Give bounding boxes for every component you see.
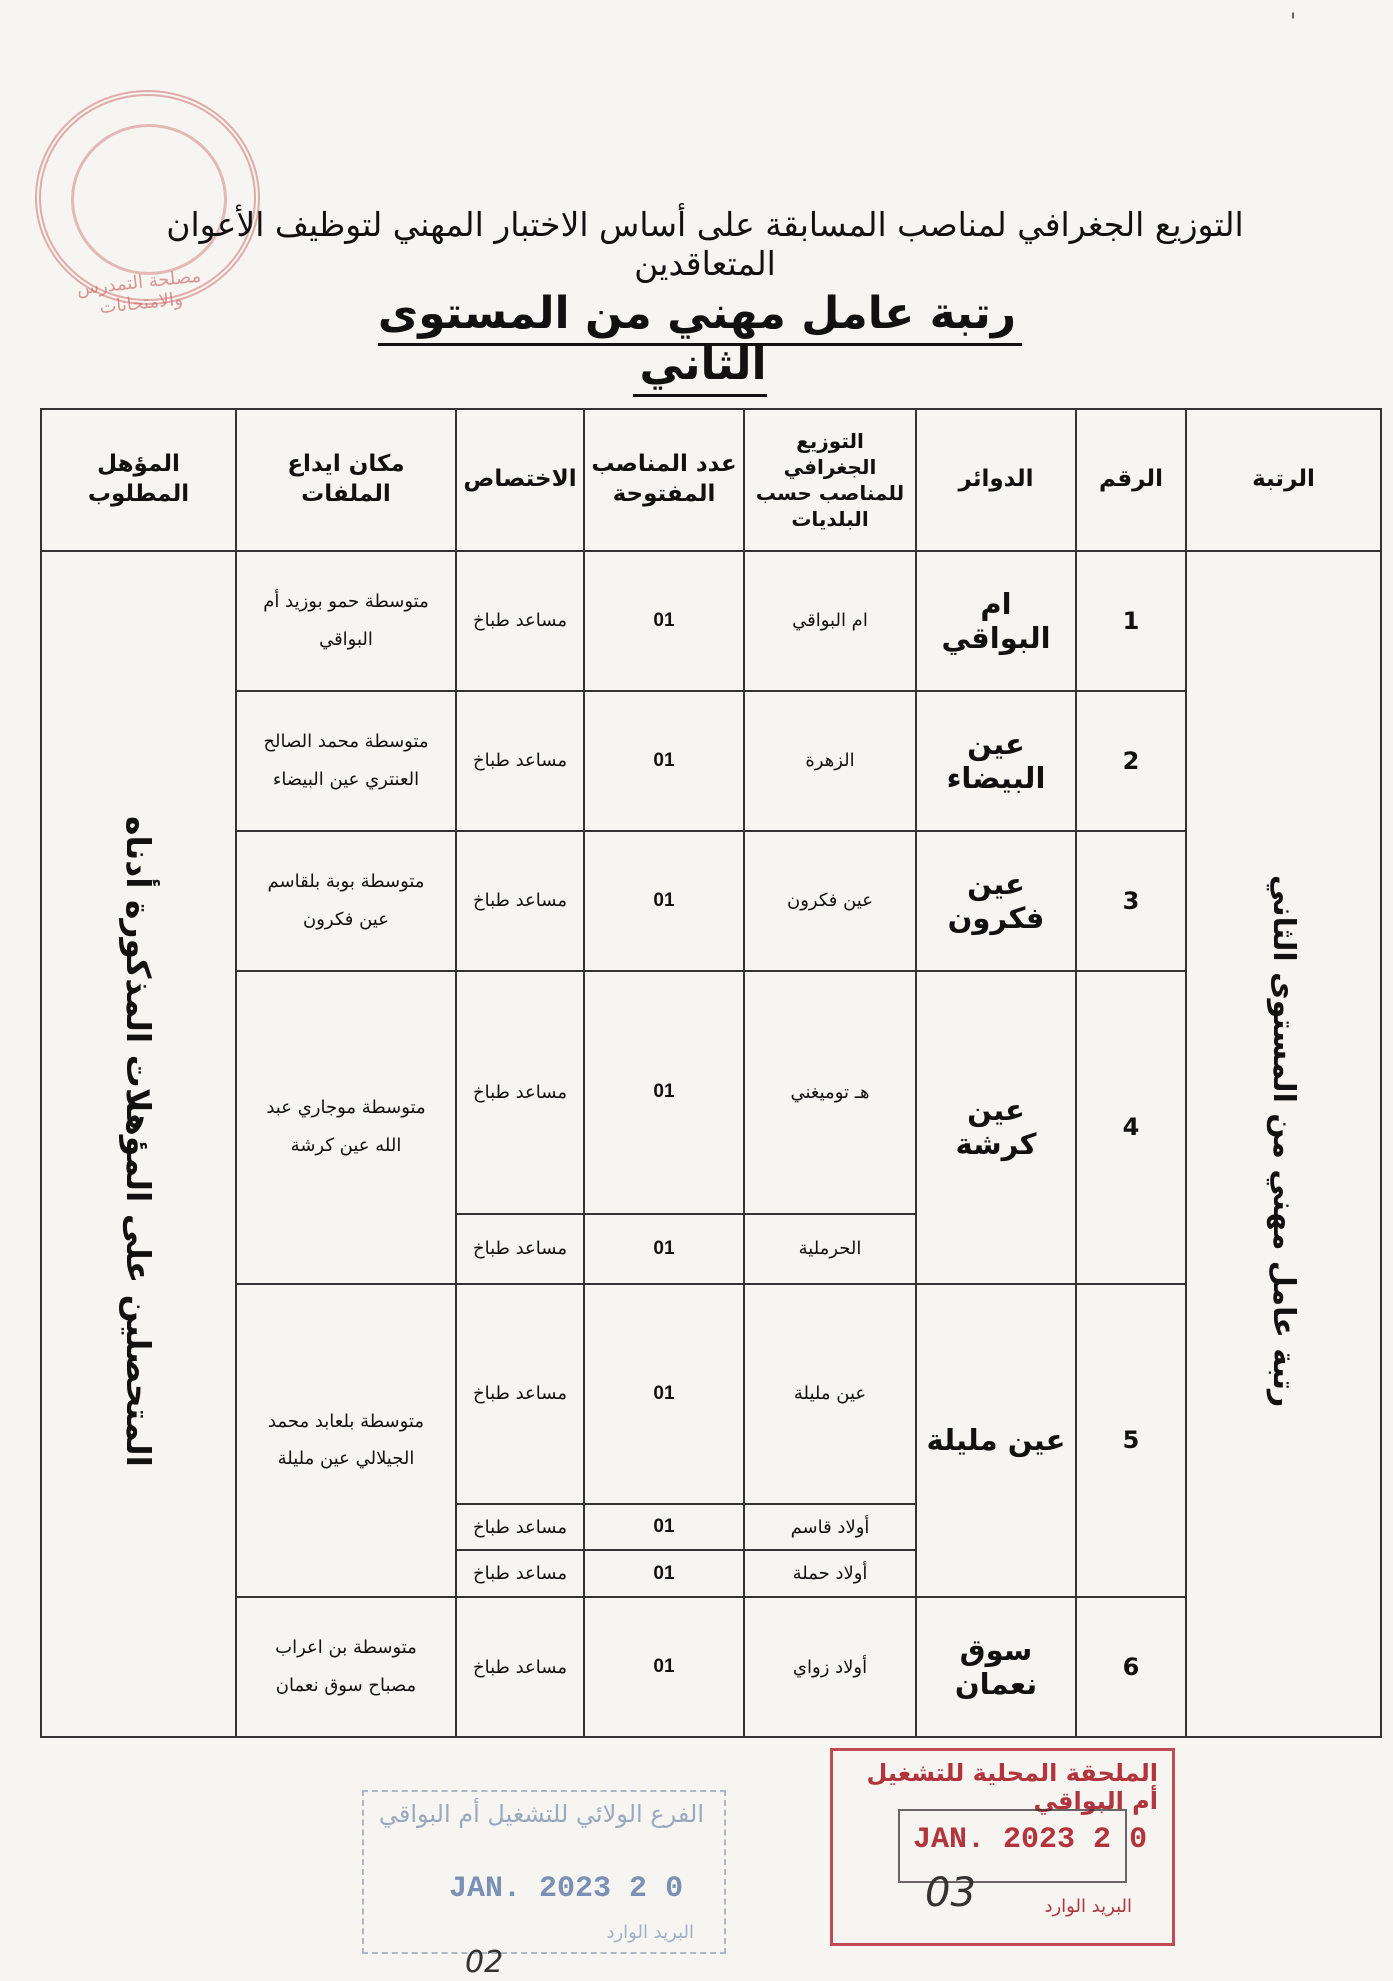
circle-name: عين البيضاء [916,691,1076,831]
stamp-right-bottom: البريد الوارد [1044,1896,1132,1917]
specialty: مساعد طباخ [456,1550,584,1597]
table-header-row [41,409,1381,551]
specialty: مساعد طباخ [456,1504,584,1551]
table-row [41,1284,1381,1504]
commune-name: هـ توميغني [744,971,916,1214]
header-distribution: التوزيع الجغرافي للمناصب حسب البلديات [744,409,916,551]
post-count: 01 [584,691,744,831]
post-count: 01 [584,1214,744,1284]
header-circle: الدوائر [916,409,1076,551]
incoming-mail-stamp-right [830,1748,1175,1946]
row-number: 3 [1076,831,1186,971]
commune-name: أولاد حملة [744,1550,916,1597]
row-number: 6 [1076,1597,1186,1737]
row-number: 5 [1076,1284,1186,1597]
post-count: 01 [584,971,744,1214]
commune-name: أولاد زواي [744,1597,916,1737]
stamp-left-bottom: البريد الوارد [606,1922,694,1943]
specialty: مساعد طباخ [456,551,584,691]
specialty: مساعد طباخ [456,1284,584,1504]
incoming-mail-stamp-left [362,1790,726,1954]
specialty: مساعد طباخ [456,691,584,831]
circle-name: عين فكرون [916,831,1076,971]
header-number: الرقم [1076,409,1186,551]
stamp-right-title: الملحقة المحلية للتشغيل أم البواقي [866,1759,1158,1815]
deposit-place: متوسطة بن اعراب مصباح سوق نعمان [236,1597,456,1737]
stamp-left-title: الفرع الولائي للتشغيل أم البواقي [378,1800,704,1828]
subtitle-text: رتبة عامل مهني من المستوى الثاني [378,288,1022,397]
deposit-place: متوسطة بلعابد محمد الجيلالي عين مليلة [236,1284,456,1597]
table-row [41,691,1381,831]
commune-name: الزهرة [744,691,916,831]
specialty: مساعد طباخ [456,1214,584,1284]
circle-name: سوق نعمان [916,1597,1076,1737]
deposit-place: متوسطة محمد الصالح العنتري عين البيضاء [236,691,456,831]
stamp-right-number: 03 [925,1870,976,1916]
deposit-place: متوسطة موجاري عبد الله عين كرشة [236,971,456,1284]
commune-name: عين فكرون [744,831,916,971]
commune-name: ام البواقي [744,551,916,691]
table-row [41,551,1381,691]
post-count: 01 [584,1597,744,1737]
post-count: 01 [584,1550,744,1597]
seal-caption: مصلحة التمدرس والامتحانات [75,265,202,319]
rank-cell [1186,551,1381,1737]
commune-name: الحرملية [744,1214,916,1284]
header-qualification: المؤهل المطلوب [41,409,236,551]
row-number: 4 [1076,971,1186,1284]
row-number: 2 [1076,691,1186,831]
header-deposit: مكان ايداع الملفات [236,409,456,551]
document-title: التوزيع الجغرافي لمناصب المسابقة على أساس الاختبار المهني لتوظيف الأعوان المتعاقدين [166,205,1244,283]
qualification-value: المتحصلين على المؤهلات المذكورة أدناه [119,816,158,1467]
stamp-left-date: 0 2 JAN. 2023 [449,1872,684,1906]
distribution-table [40,408,1382,1738]
stamp-left-number: 02 [465,1945,504,1980]
document-subtitle [360,288,1040,390]
specialty: مساعد طباخ [456,1597,584,1737]
post-count: 01 [584,831,744,971]
specialty: مساعد طباخ [456,831,584,971]
commune-name: أولاد قاسم [744,1504,916,1551]
header-rank: الرتبة [1186,409,1381,551]
specialty: مساعد طباخ [456,971,584,1214]
post-count: 01 [584,1504,744,1551]
circle-name: عين مليلة [916,1284,1076,1597]
corner-mark: ' [1290,10,1297,35]
circle-name: عين كرشة [916,971,1076,1284]
deposit-place: متوسطة بوبة بلقاسم عين فكرون [236,831,456,971]
post-count: 01 [584,1284,744,1504]
circle-name: ام البواقي [916,551,1076,691]
row-number: 1 [1076,551,1186,691]
header-specialty: الاختصاص [456,409,584,551]
header-count: عدد المناصب المفتوحة [584,409,744,551]
stamp-right-date: 0 2 JAN. 2023 [913,1823,1148,1857]
table-row [41,971,1381,1214]
commune-name: عين مليلة [744,1284,916,1504]
deposit-place: متوسطة حمو بوزيد أم البواقي [236,551,456,691]
table-row [41,1597,1381,1737]
post-count: 01 [584,551,744,691]
qualification-cell [41,551,236,1737]
rank-value: رتبة عامل مهني من المستوى الثاني [1266,875,1301,1408]
table-row [41,831,1381,971]
